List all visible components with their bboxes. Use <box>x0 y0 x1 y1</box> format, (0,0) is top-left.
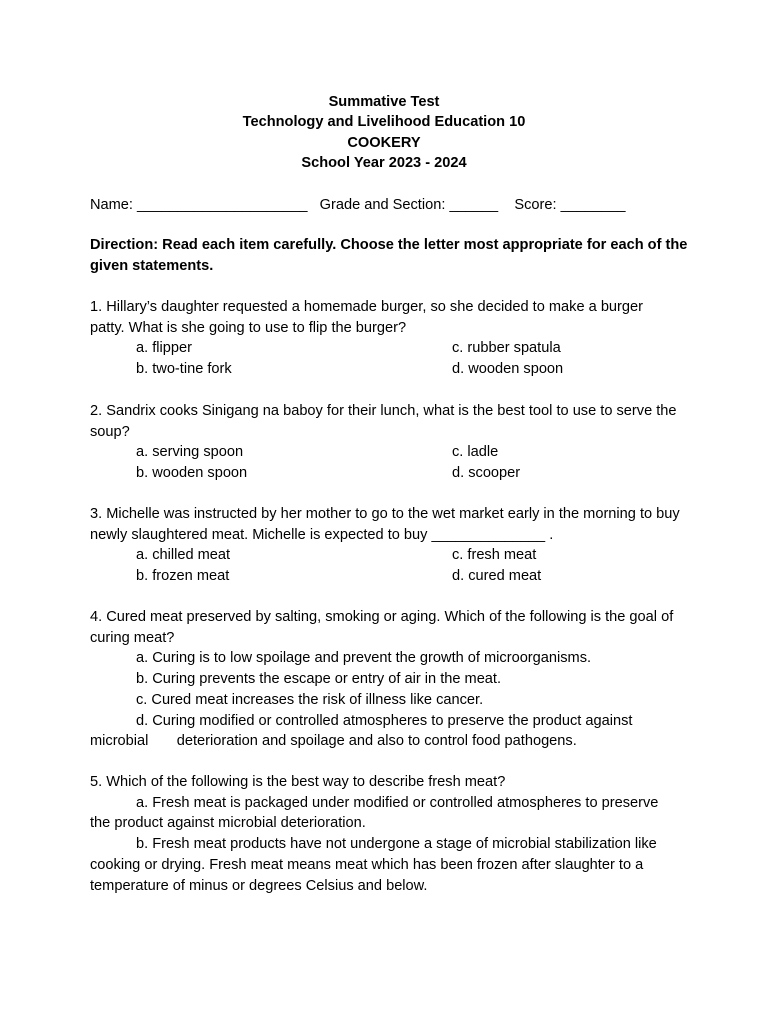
question-4 <box>90 607 680 752</box>
choice-grid <box>90 545 680 586</box>
question-stem: 5. Which of the following is the best way to describe fresh meat? <box>90 774 506 790</box>
option-c: c. Cured meat increases the risk of illness like cancer. <box>136 691 484 708</box>
option-a: a. Fresh meat is packaged under modified or controlled atmospheres to preserve the product against microbial deterioration. <box>90 794 659 832</box>
question-5 <box>90 772 680 896</box>
direction-text: Direction: Read each item carefully. Choose the letter most appropriate for each of the given statements. <box>90 237 688 274</box>
question-stem: 2. Sandrix cooks Sinigang na baboy for their lunch, what is the best tool to use to serve the soup? <box>90 403 677 440</box>
choice-a: a. flipper <box>136 340 192 357</box>
choice-b: b. two-tine fork <box>136 361 232 378</box>
subject-title: Technology and Livelihood Education 10 <box>242 114 526 131</box>
question-stem: 4. Cured meat preserved by salting, smoking or aging. Which of the following is the goal of curing meat? <box>90 609 674 646</box>
question-2 <box>90 401 680 484</box>
question-stem: 1. Hillary’s daughter requested a homemade burger, so she decided to make a burger patty. What is she going to use to flip the burger? <box>90 299 644 336</box>
choice-b: b. frozen meat <box>136 568 230 585</box>
option-a: a. Curing is to low spoilage and prevent the growth of microorganisms. <box>136 650 592 667</box>
choice-c: c. ladle <box>452 444 499 461</box>
test-header <box>0 92 768 174</box>
choice-grid <box>90 338 680 379</box>
choice-a: a. chilled meat <box>136 547 231 564</box>
school-year: School Year 2023 - 2024 <box>301 155 467 172</box>
student-info-line: Name: _____________________ Grade and Section: ______ Score: ________ <box>90 197 626 213</box>
choice-a: a. serving spoon <box>136 444 244 461</box>
choice-c: c. rubber spatula <box>452 340 561 357</box>
course-title: COOKERY <box>347 134 421 151</box>
choice-d: d. wooden spoon <box>452 361 564 378</box>
option-b: b. Fresh meat products have not undergone a stage of microbial stabilization like cooking or drying. Fresh meat means meat which has been frozen after slaughter to a temperature of minus or degrees Celsius and below. <box>90 836 657 894</box>
choice-d: d. cured meat <box>452 568 542 585</box>
choice-d: d. scooper <box>452 465 521 482</box>
question-stem: 3. Michelle was instructed by her mother to go to the wet market early in the morning to buy newly slaughtered meat. Michelle is expected to buy ______________ . <box>90 506 680 543</box>
question-1 <box>90 297 680 380</box>
question-3 <box>90 504 680 587</box>
choice-grid <box>90 442 680 483</box>
option-d: d. Curing modified or controlled atmospheres to preserve the product against microbial deterioration and spoilage and also to control food pathogens. <box>90 712 637 750</box>
test-title: Summative Test <box>328 94 440 110</box>
choice-c: c. fresh meat <box>452 547 537 564</box>
choice-b: b. wooden spoon <box>136 465 248 482</box>
option-b: b. Curing prevents the escape or entry of air in the meat. <box>136 671 502 688</box>
